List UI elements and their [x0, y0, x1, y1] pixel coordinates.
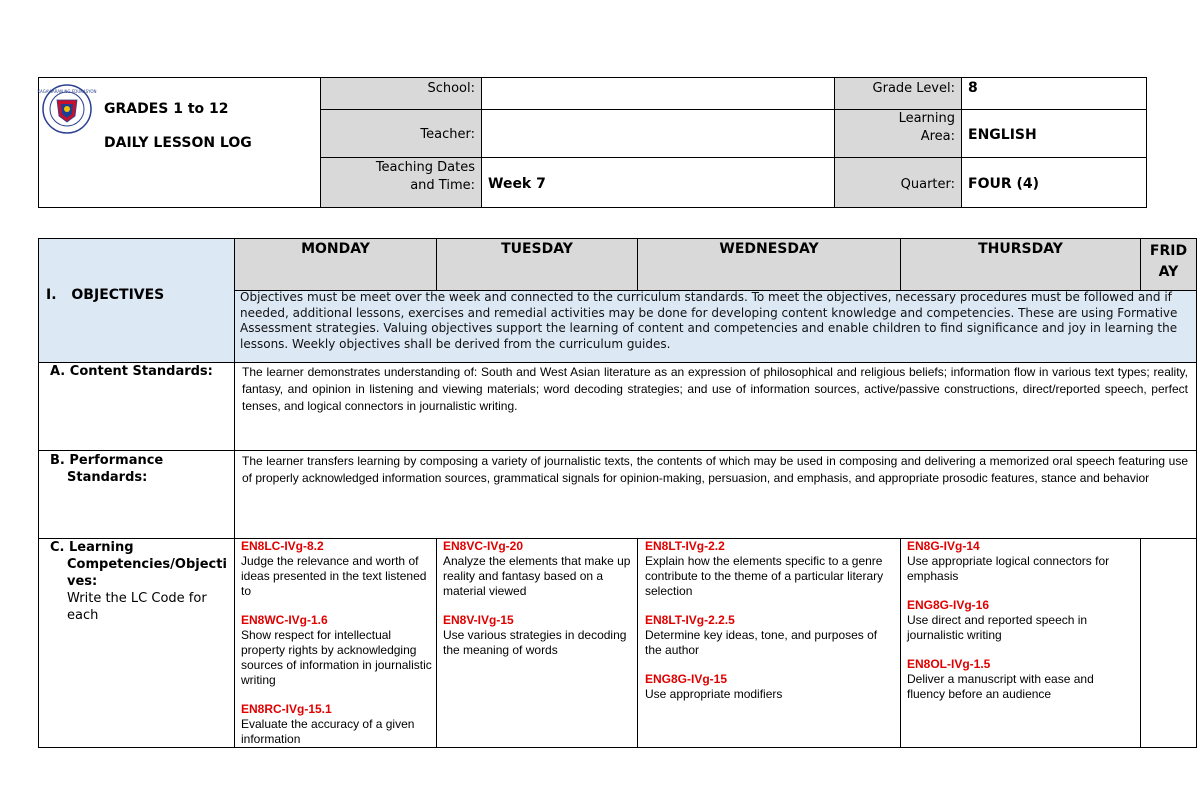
competency-text: Explain how the elements specific to a genre contribute to the theme of a particular literary selection — [645, 554, 884, 598]
table-divider — [1140, 238, 1141, 290]
content-standards-label: Content Standards: — [69, 364, 213, 379]
table-divider — [637, 238, 638, 290]
table-divider — [1140, 538, 1141, 748]
competency-item — [443, 539, 633, 599]
table-divider — [637, 538, 638, 748]
quarter-label: Quarter: — [900, 177, 955, 192]
dates-label-line2: and Time: — [410, 178, 475, 193]
content-standards-letter: A. — [50, 364, 66, 379]
lc-code: EN8V-IVg-15 — [443, 613, 514, 627]
day-header-thursday: THURSDAY — [901, 239, 1140, 290]
dates-label-line1: Teaching Dates — [375, 160, 475, 175]
table-divider — [900, 238, 901, 290]
lc-code: EN8LT-IVg-2.2.5 — [645, 613, 735, 627]
competencies-label-1: Learning — [69, 540, 134, 555]
teacher-label: Teacher: — [420, 127, 475, 142]
school-label-cell — [321, 78, 481, 109]
day-header-tuesday: TUESDAY — [437, 239, 637, 290]
competency-item — [907, 598, 1135, 643]
competencies-monday — [241, 539, 433, 761]
dates-label-cell — [321, 158, 481, 207]
competencies-label-3: ves: — [67, 574, 98, 589]
teacher-label-cell — [321, 110, 481, 157]
lc-code: ENG8G-IVg-16 — [907, 598, 990, 612]
competencies-note-2: each — [67, 608, 99, 623]
lc-code: EN8VC-IVg-20 — [443, 539, 524, 553]
objectives-numeral: I. — [46, 287, 57, 303]
table-divider — [436, 538, 437, 748]
grade-value[interactable]: 8 — [968, 80, 978, 96]
competency-text: Use direct and reported speech in journalistic writing — [907, 613, 1088, 642]
competency-text: Analyze the elements that make up reality and fantasy based on a material viewed — [443, 554, 631, 598]
performance-standards-heading — [50, 452, 163, 486]
lc-code: EN8WC-IVg-1.6 — [241, 613, 328, 627]
school-label: School: — [427, 81, 475, 96]
dates-value[interactable]: Week 7 — [488, 176, 546, 192]
performance-standards-label-2: Standards: — [67, 470, 148, 485]
competency-text: Use appropriate modifiers — [645, 687, 783, 701]
performance-standards-letter: B. — [50, 453, 65, 468]
day-header-wednesday: WEDNESDAY — [638, 239, 900, 290]
objectives-label: OBJECTIVES — [71, 287, 165, 303]
objectives-text: Objectives must be meet over the week and connected to the curriculum standards. To meet the objectives, necessary procedures must be followed and if needed, additional lessons, exercises and remedial activities may be done for developing content knowledge and competencies. These are using Formative Assessment strategies. Valuing objectives support the learning of content and competencies and enable children to find significance and joy in learning the lessons. Weekly objectives shall be derived from the curriculum guides. — [240, 290, 1178, 351]
competencies-letter: C. — [50, 540, 65, 555]
competency-item — [645, 539, 895, 599]
day-header-monday: MONDAY — [235, 239, 436, 290]
competencies-label-2: Competencies/Objecti — [67, 557, 227, 572]
competency-item — [241, 613, 433, 688]
form-title-line2: DAILY LESSON LOG — [104, 135, 252, 151]
quarter-label-cell — [835, 158, 961, 207]
grade-label: Grade Level: — [872, 81, 955, 96]
competency-item — [443, 613, 633, 658]
competencies-heading — [50, 539, 232, 624]
competencies-thursday — [907, 539, 1135, 716]
table-divider — [900, 538, 901, 748]
competency-text: Show respect for intellectual property rights by acknowledging sources of information in journalistic writing — [241, 628, 432, 687]
area-value[interactable]: ENGLISH — [968, 127, 1037, 143]
performance-standards-label-1: Performance — [69, 453, 164, 468]
competency-item — [907, 657, 1135, 702]
competency-text: Deliver a manuscript with ease and fluency before an audience — [907, 672, 1094, 701]
content-standards-heading — [50, 364, 213, 379]
lc-code: EN8OL-IVg-1.5 — [907, 657, 991, 671]
school-value[interactable] — [482, 80, 834, 108]
performance-standards-text: The learner transfers learning by composing a variety of journalistic texts, the contents of which may be used in composing and delivering a memorized oral speech featuring use of properly acknowledged information sources, grammatical signals for opinion-making, persuasion, and emphasis, and appropriate prosodic features, stance and behavior — [242, 454, 1188, 485]
deped-seal-logo — [37, 84, 97, 134]
competency-item — [241, 539, 433, 599]
competency-text: Use appropriate logical connectors for emphasis — [907, 554, 1110, 583]
lc-code: EN8RC-IVg-15.1 — [241, 702, 332, 716]
grade-label-cell — [835, 78, 961, 109]
competencies-wednesday — [645, 539, 895, 716]
table-divider — [436, 238, 437, 290]
objectives-heading — [46, 287, 164, 303]
form-title-line1: GRADES 1 to 12 — [104, 101, 229, 117]
area-label-cell — [835, 110, 961, 157]
day-header-friday: FRID AY — [1141, 239, 1196, 290]
lc-code: EN8LC-IVg-8.2 — [241, 539, 324, 553]
competency-item — [241, 702, 433, 747]
competency-item — [907, 539, 1135, 584]
lc-code: EN8G-IVg-14 — [907, 539, 980, 553]
svg-text:KAGAWARAN NG EDUKASYON: KAGAWARAN NG EDUKASYON — [37, 89, 97, 94]
competencies-note-1: Write the LC Code for — [67, 591, 207, 606]
teacher-value[interactable] — [482, 126, 834, 154]
competency-text: Determine key ideas, tone, and purposes of the author — [645, 628, 878, 657]
lc-code: EN8LT-IVg-2.2 — [645, 539, 725, 553]
area-label-line2: Area: — [920, 129, 955, 144]
lc-code: ENG8G-IVg-15 — [645, 672, 728, 686]
competency-item — [645, 613, 895, 658]
competencies-tuesday — [443, 539, 633, 672]
competency-text: Evaluate the accuracy of a given information — [241, 717, 415, 746]
content-standards-text: The learner demonstrates understanding of: South and West Asian literature as an expression of philosophical and religious beliefs; information flow in various text types; reality, fantasy, and opinion in listening and viewing materials; word decoding strategies; and use of information sources, active/passive constructions, direct/reported speech, perfect tenses, and logical connectors in journalistic writing. — [242, 365, 1188, 413]
competency-item — [645, 672, 895, 702]
area-label-line1: Learning — [898, 111, 955, 126]
competency-text: Use various strategies in decoding the meaning of words — [443, 628, 627, 657]
competency-text: Judge the relevance and worth of ideas presented in the text listened to — [241, 554, 427, 598]
quarter-value[interactable]: FOUR (4) — [968, 176, 1040, 192]
